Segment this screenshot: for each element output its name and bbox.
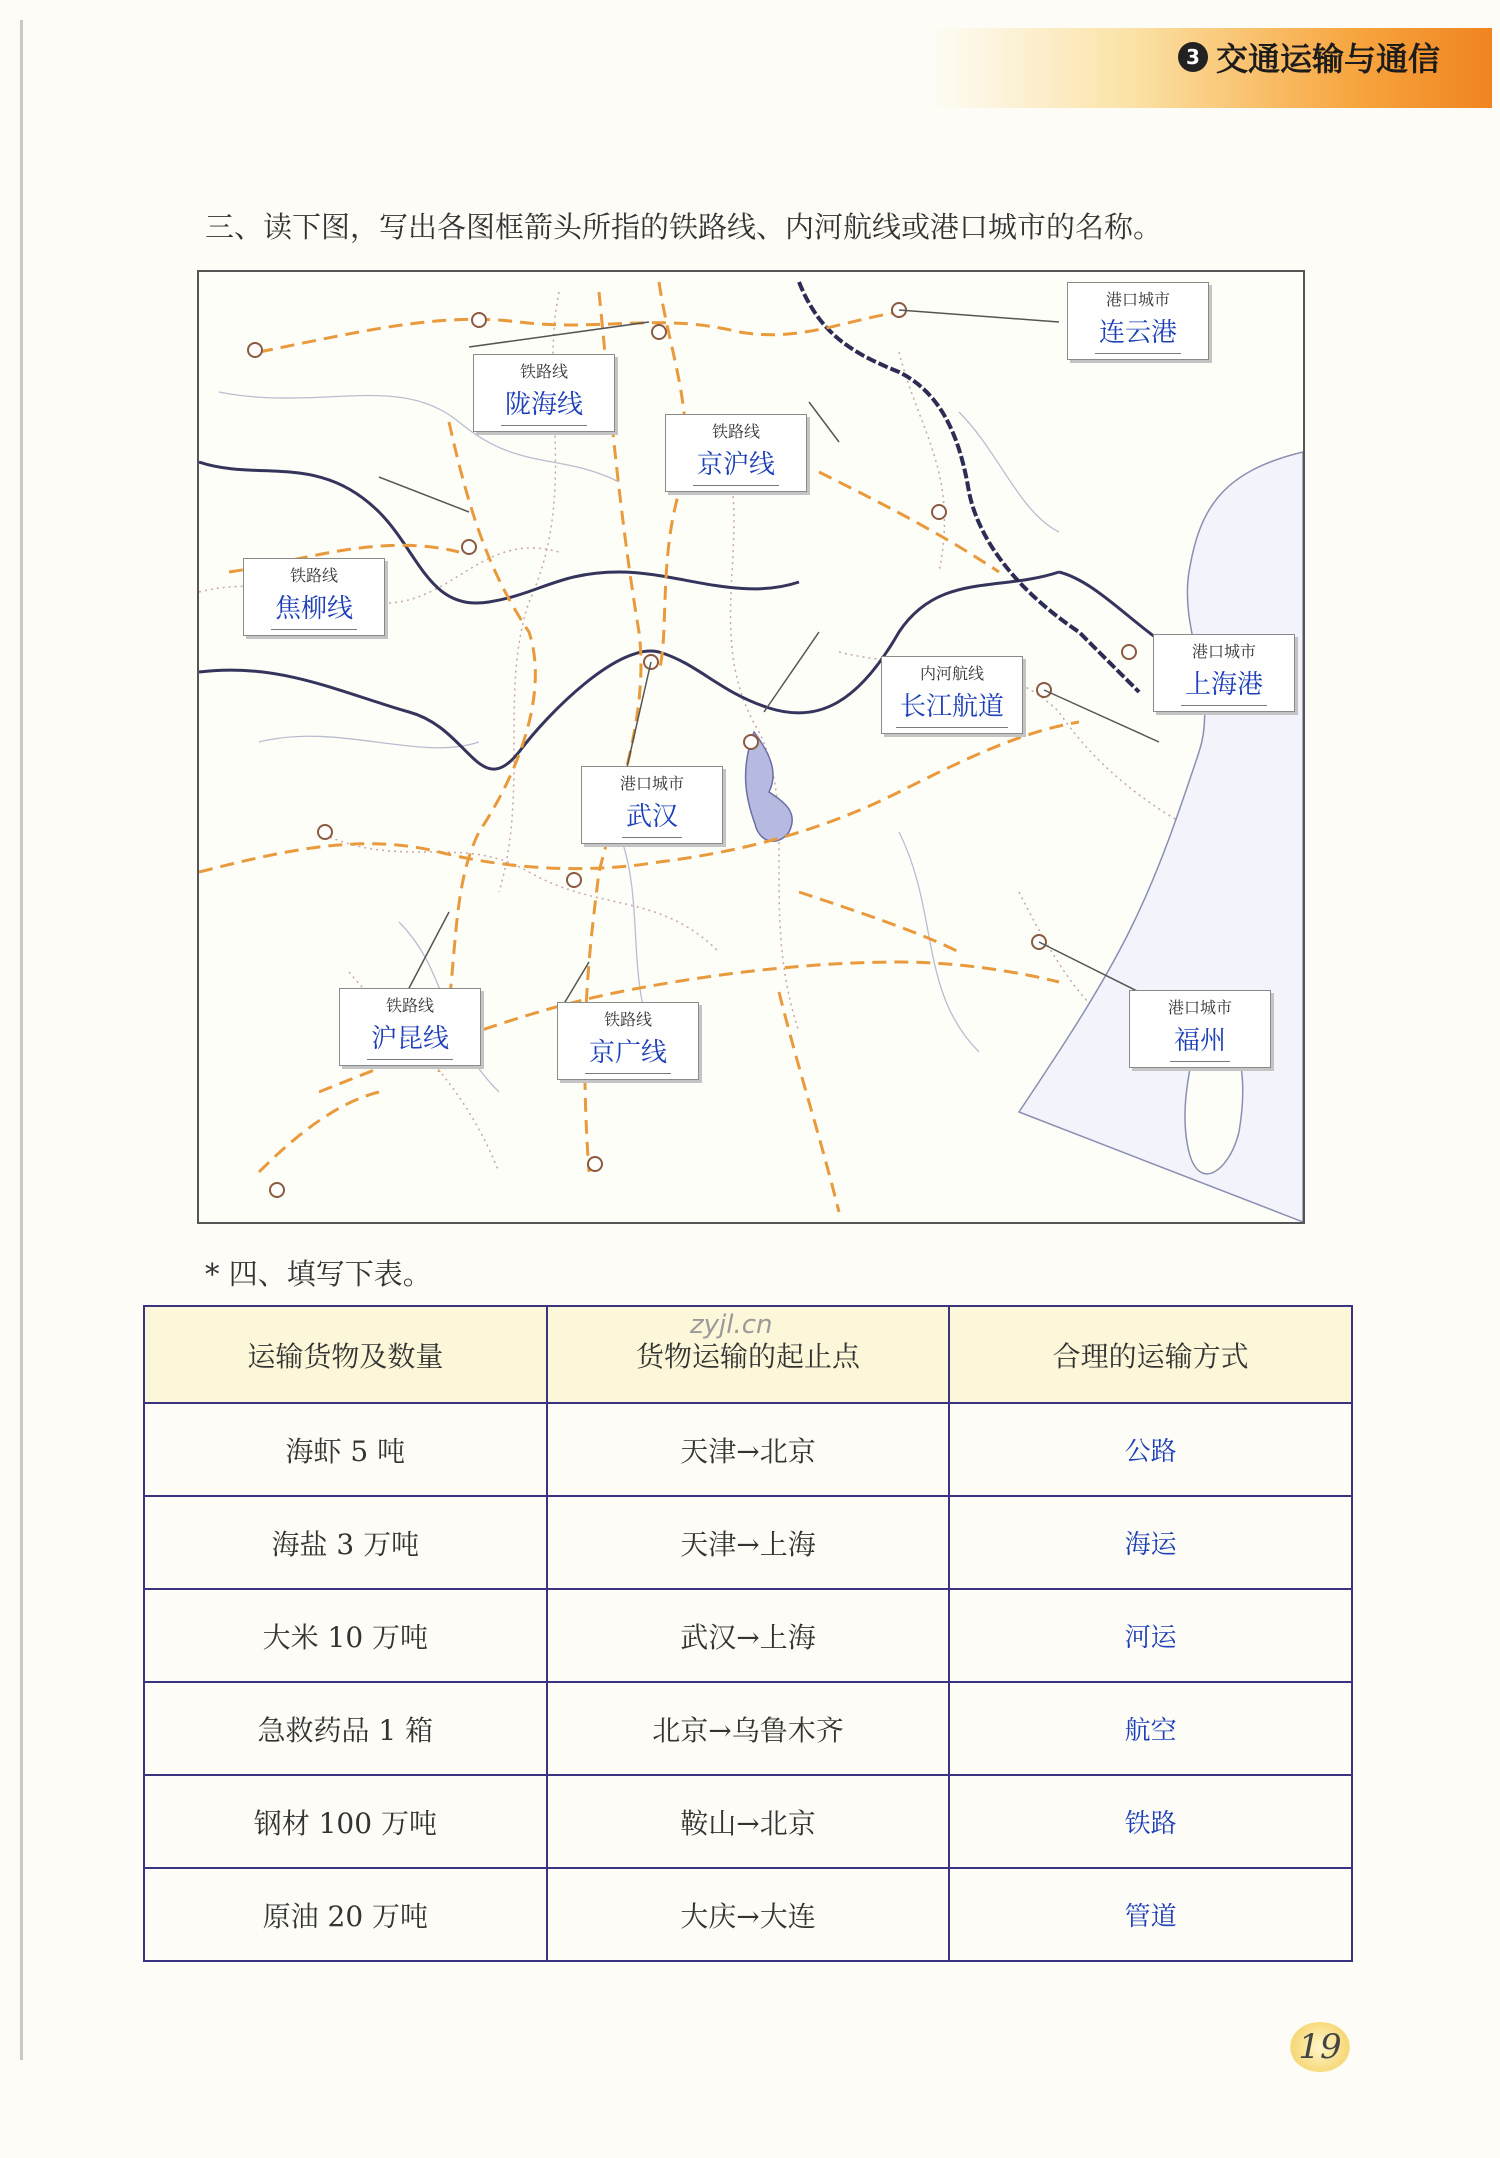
- callout-kind: 铁路线: [385, 996, 434, 1015]
- watermark: zyjl.cn: [690, 1310, 773, 1340]
- callout-kind: 港口城市: [1167, 998, 1232, 1017]
- header-cargo: 运输货物及数量: [144, 1306, 547, 1403]
- cell-route: 鞍山→北京: [547, 1775, 950, 1868]
- callout-answer: 连云港: [1095, 312, 1181, 354]
- callout-jinghu: [665, 414, 807, 492]
- cell-mode: 河运: [949, 1589, 1352, 1682]
- callout-kind: 铁路线: [519, 362, 568, 381]
- table-row: [144, 1682, 1352, 1775]
- cell-cargo: 海盐 3 万吨: [144, 1496, 547, 1589]
- callout-answer: 福州: [1170, 1020, 1230, 1062]
- cell-mode: 公路: [949, 1403, 1352, 1496]
- sea-coast: [1019, 452, 1303, 1222]
- callout-answer: 陇海线: [501, 384, 587, 426]
- callout-kind: 港口城市: [1105, 290, 1170, 309]
- table-row: [144, 1403, 1352, 1496]
- table-row: [144, 1868, 1352, 1961]
- cell-cargo: 原油 20 万吨: [144, 1868, 547, 1961]
- callout-shanghai: [1153, 634, 1295, 712]
- question-4-prompt: * 四、填写下表。: [205, 1257, 432, 1291]
- cell-cargo: 急救药品 1 箱: [144, 1682, 547, 1775]
- cell-route: 天津→北京: [547, 1403, 950, 1496]
- callout-answer: 武汉: [622, 796, 682, 838]
- chapter-heading: [1178, 34, 1440, 80]
- callout-kind: 铁路线: [711, 422, 760, 441]
- cell-route: 武汉→上海: [547, 1589, 950, 1682]
- cell-route: 北京→乌鲁木齐: [547, 1682, 950, 1775]
- callout-lianyungang: [1067, 282, 1209, 360]
- callout-kind: 港口城市: [1191, 642, 1256, 661]
- cell-mode: 海运: [949, 1496, 1352, 1589]
- cell-mode: 管道: [949, 1868, 1352, 1961]
- table-row: [144, 1496, 1352, 1589]
- callout-hukun: [339, 988, 481, 1066]
- cell-cargo: 钢材 100 万吨: [144, 1775, 547, 1868]
- transport-map: [197, 270, 1305, 1224]
- callout-jiaoliu: [243, 558, 385, 636]
- header-mode: 合理的运输方式: [949, 1306, 1352, 1403]
- railway-east: [819, 472, 999, 572]
- callout-answer: 上海港: [1181, 664, 1267, 706]
- header-route: 货物运输的起止点: [547, 1306, 950, 1403]
- transport-table: [143, 1305, 1353, 1962]
- binding-line: [20, 20, 23, 2060]
- railway-southwest: [259, 1092, 379, 1172]
- railway-south2: [779, 992, 839, 1212]
- callout-jingguang: [557, 1002, 699, 1080]
- callout-wuhan: [581, 766, 723, 844]
- callout-answer: 沪昆线: [367, 1018, 453, 1060]
- callout-kind: 港口城市: [619, 774, 684, 793]
- chapter-number-badge: 3: [1178, 42, 1208, 72]
- table-row: [144, 1589, 1352, 1682]
- callout-answer: 京沪线: [693, 444, 779, 486]
- callout-kind: 铁路线: [289, 566, 338, 585]
- callout-kind: 内河航线: [919, 664, 984, 683]
- callout-answer: 京广线: [585, 1032, 671, 1074]
- chapter-title: 交通运输与通信: [1215, 40, 1440, 78]
- callout-kind: 铁路线: [603, 1010, 652, 1029]
- callout-changjiang: [881, 656, 1023, 734]
- callout-fuzhou: [1129, 990, 1271, 1068]
- table-row: [144, 1775, 1352, 1868]
- callout-longhai: [473, 354, 615, 432]
- callout-answer: 焦柳线: [271, 588, 357, 630]
- cell-cargo: 大米 10 万吨: [144, 1589, 547, 1682]
- cell-route: 大庆→大连: [547, 1868, 950, 1961]
- cell-mode: 航空: [949, 1682, 1352, 1775]
- cell-mode: 铁路: [949, 1775, 1352, 1868]
- callout-answer: 长江航道: [896, 686, 1008, 728]
- railway-fuzhou: [799, 892, 959, 952]
- cell-route: 天津→上海: [547, 1496, 950, 1589]
- cell-cargo: 海虾 5 吨: [144, 1403, 547, 1496]
- page-number: 19: [1290, 2022, 1350, 2072]
- question-3-prompt: 三、读下图，写出各图框箭头所指的铁路线、内河航线或港口城市的名称。: [205, 210, 1163, 244]
